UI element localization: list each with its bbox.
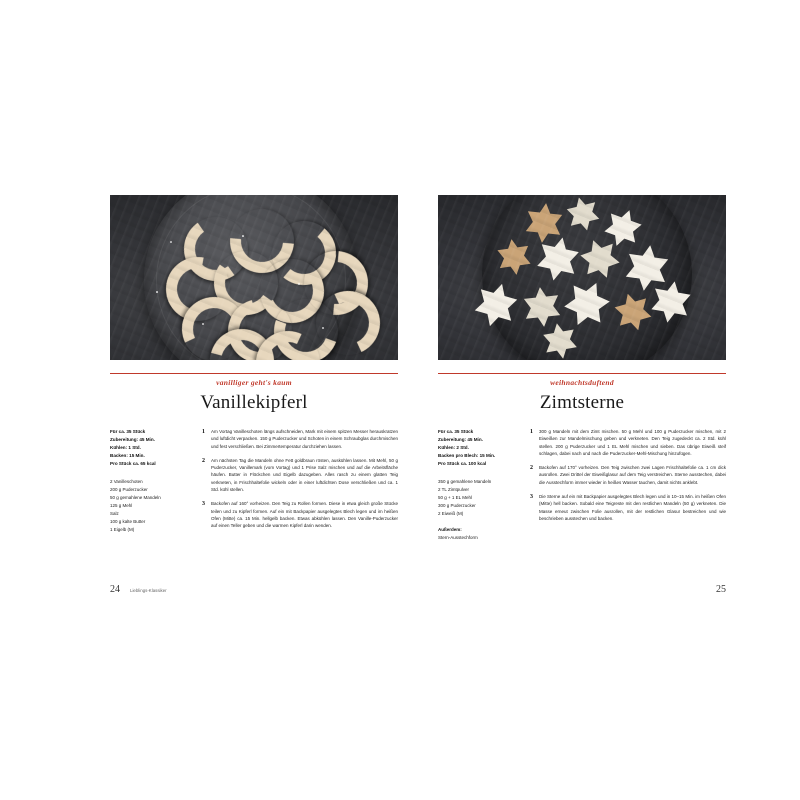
recipe-step: [202, 457, 398, 493]
step-text: Backofen auf 160° vorheizen. Den Teig zu Rollen formen. Diese in etwa gleich große Stücke teilen und zu Kipferl formen. Auf ein mit Backpapier ausgelegtes Blech legen und im heißen Ofen (Mitte) ca. 15 Min. hellgelb backen. Etwas abkühlen lassen. Den Vanille-Puderzucker auf einen Teller geben und die warmen Kipferl darin wenden.: [211, 501, 398, 529]
step-number: 1: [530, 429, 533, 435]
page-number-left: 24: [110, 584, 120, 595]
ingredient: 125 g Mehl: [110, 503, 133, 509]
ingredient-list: [438, 478, 518, 518]
meta-line: Pro Stück ca. 65 kcal: [110, 461, 156, 467]
ingredient: 350 g gemahlene Mandeln: [438, 479, 492, 485]
extras-heading: Außerdem:: [438, 527, 462, 533]
recipe-kicker: vanilliger geht's kaum: [216, 378, 292, 387]
ingredient: 1 Eigelb (M): [110, 527, 135, 533]
recipe-step: [530, 464, 726, 486]
recipe-step: [202, 500, 398, 529]
ingredient: 200 g Puderzucker: [110, 487, 148, 493]
recipe-meta-column: [438, 428, 518, 542]
ingredient: 2 TL Zimtpulver: [438, 487, 470, 493]
recipe-step: [202, 428, 398, 450]
meta-line: Für ca. 35 Stück: [110, 429, 146, 434]
step-text: Am Vortag Vanilleschoten längs aufschneiden, Mark mit einem spitzen Messer herauskratzen und luftdicht verpacken. 150 g Puderzucker und Schoten in einem Schraubglas durchmischen und fest verschließen. Bei Zimmertemperatur durchziehen lassen.: [211, 429, 398, 449]
meta-line: Backen: 15 Min.: [110, 453, 145, 459]
recipe-step: [530, 493, 726, 522]
page-right: [438, 195, 726, 595]
ingredient: 100 g kalte Butter: [110, 519, 146, 525]
extra-item: Stern-Ausstechform: [438, 535, 478, 541]
meta-line: Backen pro Blech: 15 Min.: [438, 453, 496, 459]
photo-vanillekipferl: [110, 195, 398, 360]
photo-zimtsterne: [438, 195, 726, 360]
ingredient-list: [110, 478, 190, 534]
step-text: Backofen auf 170° vorheizen. Den Teig zwischen zwei Lagen Frischhaltefolie ca. 1 cm dick ausrollen. Zwei Drittel der Eiweißglasur auf dem Teig verstreichen. Sterne ausstechen, dabei die Ausstechform immer wieder in heißes Wasser tauchen, damit nichts anklebt.: [539, 465, 726, 485]
meta-line: Für ca. 35 Stück: [438, 429, 474, 434]
step-text: 300 g Mandeln mit dem Zimt mischen. 50 g Mehl und 100 g Puderzucker mischen, mit 2 Eiweißen zur Mandelmischung geben und verkneten. Den Teig zugedeckt ca. 2 Std. kühl stellen. 200 g Puderzucker und 1 EL Mehl mischen und sieben. Das übrige Eiweiß steif schlagen, dabei nach und nach die Puderzucker-Mehl-Mischung hinzufügen.: [539, 429, 726, 456]
recipe-step: [530, 428, 726, 457]
ingredient: 2 Eiweiß (M): [438, 511, 464, 517]
running-head: Lieblings-Klassiker: [130, 588, 167, 593]
meta-line: Kühlen: 2 Std.: [438, 445, 469, 451]
ingredient: 50 g gemahlene Mandeln: [110, 495, 161, 501]
meta-line: Kühlen: 1 Std.: [110, 445, 141, 451]
recipe-body: [438, 428, 726, 542]
meta-line: Zubereitung: 45 Min.: [438, 437, 483, 443]
step-text: Die Sterne auf ein mit Backpapier ausgelegtes Blech legen und in 10–15 Min. im heißen Ofen (Mitte) hell backen. Sobald eine Teigreste mit den restlichen Mandeln (50 g) verkneten. Die Masse erneut zwischen Folie ausrollen, mit der restlichen Glasur bestreichen und wie beschrieben ausstechen und backen.: [539, 493, 726, 521]
recipe-meta-column: [110, 428, 190, 536]
step-number: 3: [202, 501, 205, 508]
recipe-body: [110, 428, 398, 536]
step-number: 2: [202, 457, 205, 464]
page-number-right: 25: [716, 584, 726, 595]
ingredient: 50 g + 1 EL Mehl: [438, 495, 472, 501]
recipe-title: Zimtsterne: [539, 392, 625, 413]
recipe-kicker: weihnachtsduftend: [550, 378, 614, 387]
ingredient: Salz: [110, 511, 119, 517]
meta-line: Zubereitung: 45 Min.: [110, 437, 155, 443]
step-number: 3: [530, 493, 533, 500]
ingredient: 2 Vanilleschoten: [110, 479, 143, 485]
step-number: 1: [202, 429, 205, 435]
recipe-title: Vanillekipferl: [200, 392, 308, 413]
ingredient: 300 g Puderzucker: [438, 503, 476, 509]
step-number: 2: [530, 465, 533, 472]
meta-line: Pro Stück ca. 100 kcal: [438, 461, 487, 467]
page-left: [110, 195, 398, 595]
step-text: Am nächsten Tag die Mandeln ohne Fett goldbraun rösten, auskühlen lassen. Mit Mehl, 50 g Puderzucker, Vanillemark (vom Vortag) und 1 Prise Salz mischen und auf die Arbeitsfläche häufen. Butter in Flöckchen und Eigelb dazugeben. Alles rasch zu einem glatten Teig verkneten, in Frischhaltefolie wickeln oder in einer luftdichten Dose verschließen und ca. 1 Std. kühl stellen.: [211, 457, 398, 492]
accent-rule: [438, 373, 726, 374]
recipe-steps-column: [530, 428, 726, 542]
recipe-steps-column: [202, 428, 398, 536]
accent-rule: [110, 373, 398, 374]
